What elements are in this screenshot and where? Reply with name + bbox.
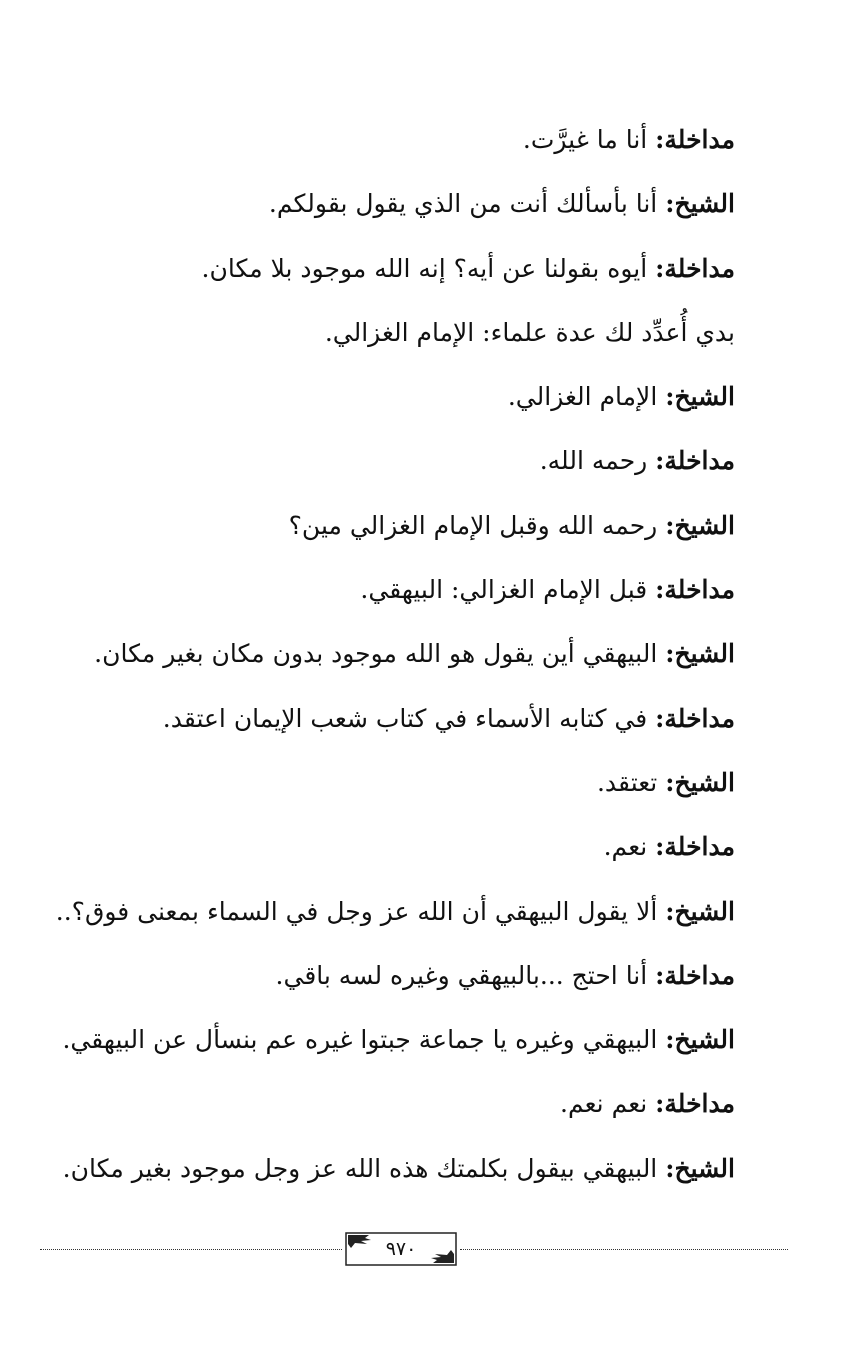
- dialogue-text: أيوه بقولنا عن أيه؟ إنه الله موجود بلا مكان.: [201, 253, 656, 283]
- dialogue-line: [125, 815, 735, 879]
- dialogue-text: أنا بأسألك أنت من الذي يقول بقولكم.: [268, 189, 666, 219]
- speaker-separator: :: [665, 1025, 675, 1055]
- speaker-separator: :: [655, 960, 665, 990]
- page-number-frame: [345, 1232, 457, 1266]
- speaker-separator: :: [665, 896, 675, 926]
- speaker-label: الشيخ: [674, 767, 735, 797]
- dialogue-body: [55, 108, 735, 1201]
- dialogue-line: [125, 429, 735, 493]
- speaker-separator: :: [665, 1153, 675, 1183]
- page-number: ٩٧٠: [385, 1238, 417, 1260]
- speaker-separator: :: [655, 446, 665, 476]
- speaker-separator: :: [665, 382, 675, 412]
- dialogue-line: [125, 494, 735, 558]
- speaker-separator: :: [655, 703, 665, 733]
- speaker-label: مداخلة: [664, 1089, 735, 1119]
- dialogue-text: الإمام الغزالي.: [507, 382, 666, 412]
- speaker-label: مداخلة: [664, 960, 735, 990]
- dialogue-text: نعم نعم.: [560, 1089, 656, 1119]
- dialogue-line: [125, 558, 735, 622]
- page-footer: [40, 1228, 788, 1268]
- speaker-label: الشيخ: [674, 1153, 735, 1183]
- dialogue-line: [55, 880, 735, 944]
- dialogue-text: أنا احتج ...بالبيهقي وغيره لسه باقي.: [275, 960, 656, 990]
- dialogue-line-continuation: [125, 301, 735, 365]
- dialogue-text: بدي أُعدِّد لك عدة علماء: الإمام الغزالي.: [324, 317, 735, 347]
- footer-rule-left: [40, 1249, 342, 1250]
- speaker-label: مداخلة: [664, 575, 735, 605]
- dialogue-text: ألا يقول البيهقي أن الله عز وجل في السماء بمعنى فوق؟..: [55, 896, 666, 926]
- speaker-separator: :: [665, 767, 675, 797]
- speaker-separator: :: [655, 575, 665, 605]
- dialogue-text: في كتابه الأسماء في كتاب شعب الإيمان اعتقد.: [162, 703, 656, 733]
- dialogue-line: [125, 944, 735, 1008]
- dialogue-line: [62, 1008, 735, 1072]
- speaker-label: مداخلة: [664, 125, 735, 154]
- speaker-label: الشيخ: [674, 189, 735, 219]
- speaker-separator: :: [655, 253, 665, 283]
- dialogue-text: نعم.: [603, 832, 656, 862]
- speaker-separator: :: [665, 189, 675, 219]
- dialogue-line: [125, 687, 735, 751]
- speaker-label: مداخلة: [664, 832, 735, 862]
- dialogue-line: [125, 1072, 735, 1136]
- dialogue-text: تعتقد.: [596, 767, 666, 797]
- speaker-separator: :: [655, 1089, 665, 1119]
- dialogue-line: [62, 1137, 735, 1201]
- dialogue-line: [125, 751, 735, 815]
- dialogue-text: البيهقي وغيره يا جماعة جبتوا غيره عم بنسأل عن البيهقي.: [62, 1025, 666, 1055]
- speaker-label: مداخلة: [664, 703, 735, 733]
- speaker-label: الشيخ: [674, 896, 735, 926]
- speaker-separator: :: [665, 639, 675, 669]
- dialogue-text: رحمه الله وقبل الإمام الغزالي مين؟: [288, 510, 666, 540]
- dialogue-text: البيهقي أين يقول هو الله موجود بدون مكان بغير مكان.: [94, 639, 666, 669]
- dialogue-line: [125, 365, 735, 429]
- speaker-separator: :: [665, 510, 675, 540]
- speaker-label: مداخلة: [664, 446, 735, 476]
- dialogue-text: رحمه الله.: [539, 446, 656, 476]
- dialogue-line: [125, 237, 735, 301]
- footer-rule-right: [460, 1249, 788, 1250]
- speaker-label: الشيخ: [674, 639, 735, 669]
- speaker-label: الشيخ: [674, 510, 735, 540]
- speaker-label: مداخلة: [664, 253, 735, 283]
- dialogue-text: البيهقي بيقول بكلمتك هذه الله عز وجل موجود بغير مكان.: [62, 1153, 666, 1183]
- speaker-label: الشيخ: [674, 1025, 735, 1055]
- dialogue-line: [125, 108, 735, 172]
- dialogue-text: قبل الإمام الغزالي: البيهقي.: [360, 575, 656, 605]
- dialogue-line: [125, 172, 735, 236]
- speaker-separator: :: [655, 832, 665, 862]
- dialogue-text: أنا ما غيرَّت.: [522, 125, 656, 154]
- speaker-label: الشيخ: [674, 382, 735, 412]
- dialogue-line: [94, 622, 735, 686]
- speaker-separator: :: [655, 125, 665, 154]
